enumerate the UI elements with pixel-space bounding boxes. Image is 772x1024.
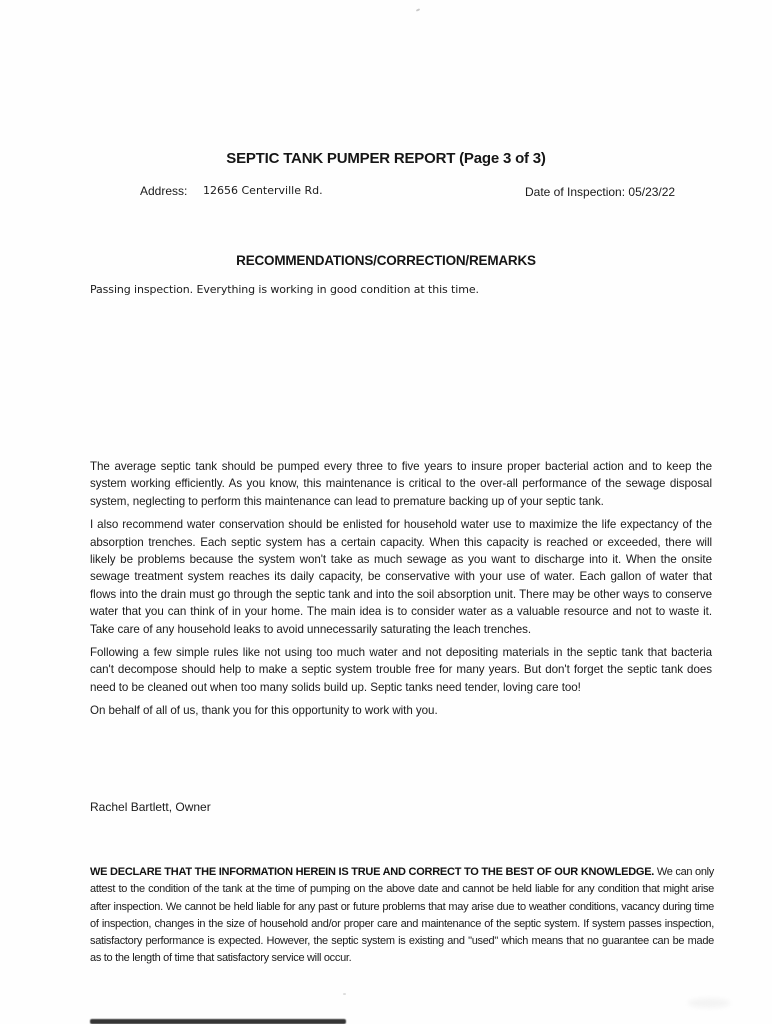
- meta-row: [0, 184, 772, 204]
- scan-edge-artifact: [90, 1019, 346, 1024]
- address-label: Address:: [140, 184, 188, 198]
- scan-speck-artifact: [416, 8, 420, 12]
- address-value: 12656 Centerville Rd.: [203, 184, 323, 197]
- paragraph-thank-you: On behalf of all of us, thank you for this opportunity to work with you.: [90, 704, 438, 718]
- paragraph-water-conservation: I also recommend water conservation should be enlisted for household water use to maximize the life expectancy of the absorption trenches. Each septic system has a certain capacity. When this capacity is reached or exceeded, there will likely be problems because the system won't take as much sewage as you want to discharge into it. When the onsite sewage treatment system reaches its daily capacity, be conservative with your use of water. Each gallon of water that flows into the drain must go through the septic tank and into the soil absorption unit. There may be other ways to conserve water that you can think of in your home. The main idea is to consider water as a valuable resource and not to waste it. Take care of any household leaks to avoid unnecessarily saturating the leach trenches.: [90, 518, 712, 636]
- inspection-remark: Passing inspection. Everything is working in good condition at this time.: [90, 283, 479, 296]
- page-title: SEPTIC TANK PUMPER REPORT (Page 3 of 3): [226, 150, 546, 167]
- paragraph-pumping-frequency: The average septic tank should be pumped every three to five years to insure proper bacterial action and to keep the system working efficiently. As you know, this maintenance is critical to the over-all performance of the sewage disposal system, neglecting to perform this maintenance can lead to premature backing up of your septic tank.: [90, 460, 712, 508]
- paragraph-simple-rules: Following a few simple rules like not using too much water and not depositing materials in the septic tank that bacteria can't decompose should help to make a septic system trouble free for many years. But don't forget the septic tank does need to be cleaned out when too many solids build up. Septic tanks need tender, loving care too!: [90, 646, 712, 694]
- inspection-date: Date of Inspection: 05/23/22: [525, 185, 676, 199]
- signature-owner: Rachel Bartlett, Owner: [90, 800, 211, 814]
- declaration-body: We can only attest to the condition of the tank at the time of pumping on the above date and cannot be held liable for any condition that might arise after inspection. We cannot be held liable for any past or future problems that may arise due to weather conditions, vacancy during time of inspection, changes in the size of household and/or proper care and maintenance of the septic system. If system passes inspection, satisfactory performance is expected. However, the septic system is existing and "used" which means that no guarantee can be made as to the length of time that satisfactory service will occur.: [90, 866, 714, 965]
- scan-speck-artifact: [343, 993, 346, 995]
- body-text: [90, 458, 712, 726]
- declaration-bold-lead: WE DECLARE THAT THE INFORMATION HEREIN IS TRUE AND CORRECT TO THE BEST OF OUR KNOWLEDGE.: [90, 866, 655, 878]
- scan-smudge-artifact: [688, 998, 730, 1008]
- section-heading-recommendations: RECOMMENDATIONS/CORRECTION/REMARKS: [236, 253, 536, 268]
- declaration-paragraph: [90, 864, 714, 968]
